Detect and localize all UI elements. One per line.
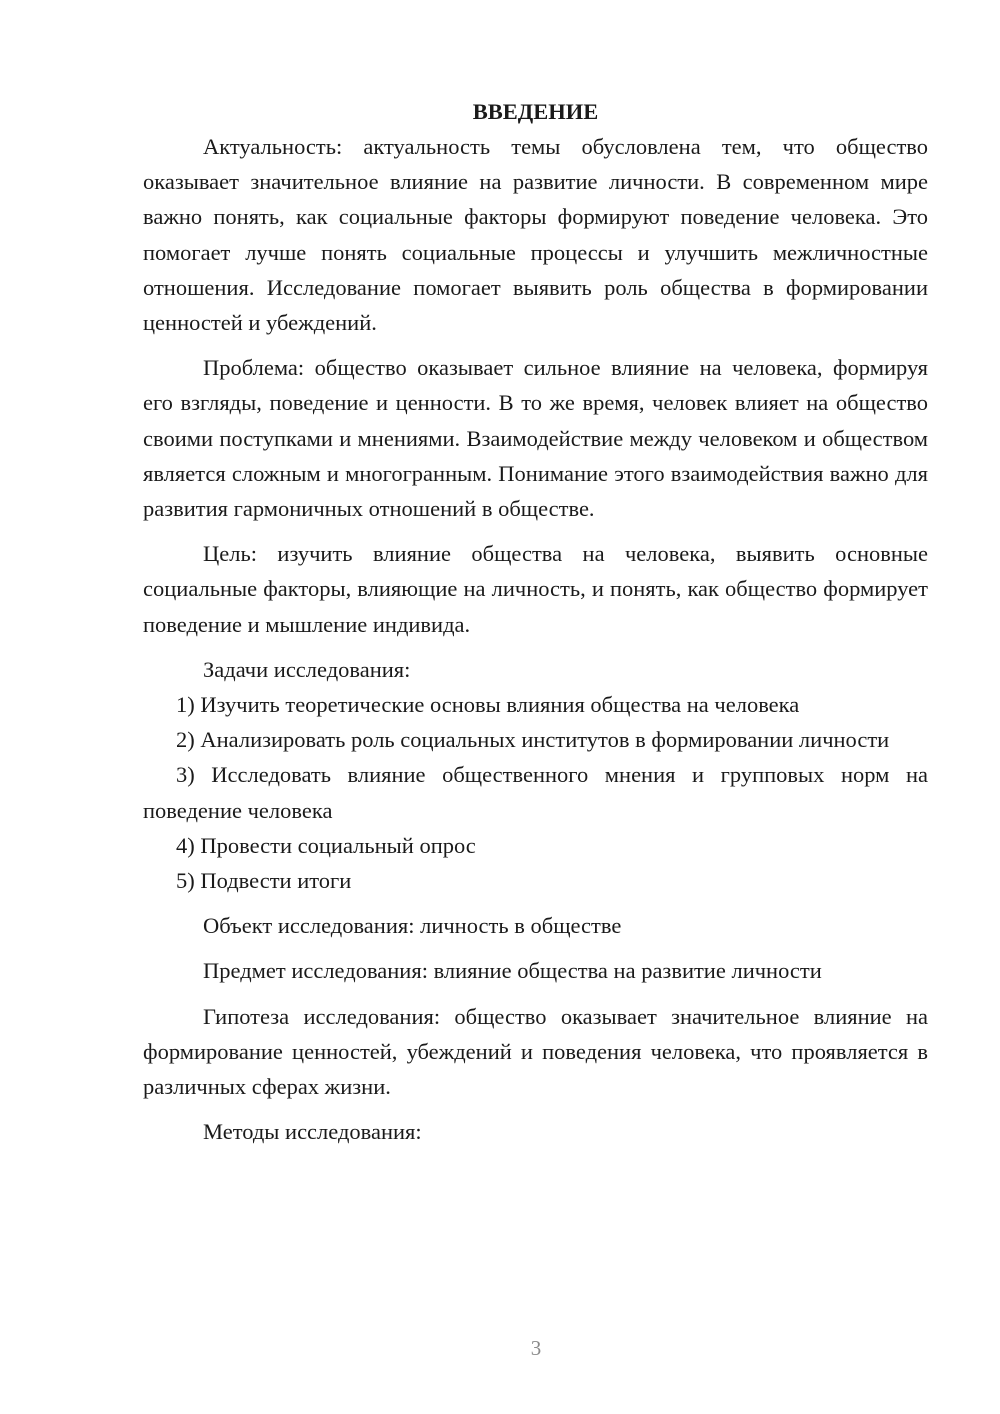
section-title: ВВЕДЕНИЕ — [472, 99, 599, 124]
methods-heading: Методы исследования: — [203, 1119, 422, 1145]
task-item-2: 2) Анализировать роль социальных институтов в формировании личности — [176, 727, 890, 753]
tasks-heading: Задачи исследования: — [203, 656, 411, 682]
paragraph-object: Объект исследования: личность в обществе — [203, 913, 622, 939]
paragraph-relevance: Актуальность: актуальность темы обусловлена тем, что общество оказывает значительное влияние на развитие личности. В современном мире важно понять, как социальные факторы формируют поведение человека. Это помогает лучше понять социальные процессы и улучшить межличностные отношения. Исследование помогает выявить роль общества в формировании ценностей и убеждений. — [143, 134, 928, 336]
paragraph-hypothesis: Гипотеза исследования: общество оказывает значительное влияние на формирование ценностей, убеждений и поведения человека, что проявляется в различных сферах жизни. — [143, 1003, 928, 1100]
paragraph-goal: Цель: изучить влияние общества на человека, выявить основные социальные факторы, влияющие на личность, и понять, как общество формирует поведение и мышление индивида. — [143, 541, 928, 637]
task-item-4: 4) Провести социальный опрос — [176, 832, 476, 858]
task-item-3: 3) Исследовать влияние общественного мнения и групповых норм на поведение человека — [143, 762, 928, 823]
task-item-5: 5) Подвести итоги — [176, 868, 352, 894]
page-content — [143, 94, 928, 1149]
task-item-1: 1) Изучить теоретические основы влияния общества на человека — [176, 692, 800, 718]
page-number: 3 — [530, 1336, 542, 1360]
paragraph-subject: Предмет исследования: влияние общества на развитие личности — [203, 958, 822, 984]
paragraph-problem: Проблема: общество оказывает сильное влияние на человека, формируя его взгляды, поведение и ценности. В то же время, человек влияет на общество своими поступками и мнениями. Взаимодействие между человеком и обществом является сложным и многогранным. Понимание этого взаимодействия важно для развития гармоничных отношений в обществе. — [143, 355, 928, 522]
